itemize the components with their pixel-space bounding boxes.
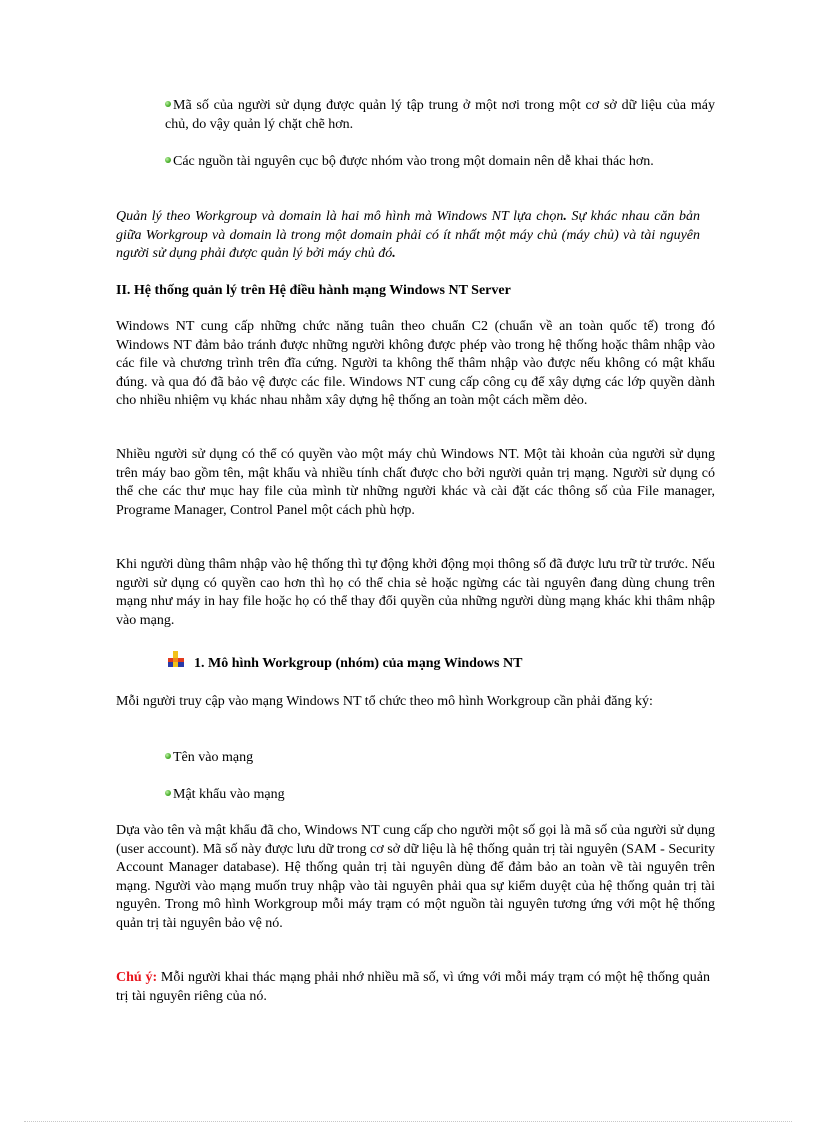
body-paragraph: Windows NT cung cấp những chức năng tuân theo chuẩn C2 (chuẩn về an toàn quốc tế) trong đó Windows NT đảm bảo tránh được những người không được phép vào trong hệ thống hoặc thâm nhập vào các file và chương trình trên đĩa cứng. Người ta không thể thâm nhập vào được nếu không có mật khẩu đúng. và qua đó đã bảo vệ được các file. Windows NT cung cấp công cụ để xây dựng các lớp quyền dành cho nhiều nhiệm vụ khác nhau nhằm xây dựng hệ thống an toàn một cách mềm dẻo. (116, 319, 715, 409)
note-label: Chú ý: (116, 970, 158, 985)
italic-summary-paragraph (116, 208, 700, 264)
page-bottom-divider (24, 1121, 792, 1122)
bullet-item (165, 153, 715, 172)
body-paragraph: Khi người dùng thâm nhập vào hệ thống thì tự động khởi động mọi thông số đã được lưu trữ từ trước. Nếu người sử dụng có quyền cao hơn thì họ có thể chia sẻ hoặc ngừng các tài nguyên đang dùng chung trên mạng như máy in hay file hoặc họ có thể thay đổi quyền của những người dùng mạng khác khi thâm nhập vào mạng. (116, 557, 715, 628)
bullet-text: Các nguồn tài nguyên cục bộ được nhóm vào trong một domain nên dễ khai thác hơn. (173, 154, 654, 169)
italic-summary-part1: Quản lý theo Workgroup và domain là hai mô hình mà Windows NT lựa chọn (116, 209, 564, 224)
body-paragraph: Nhiều người sử dụng có thể có quyền vào một máy chủ Windows NT. Một tài khoản của người sử dụng trên máy bao gồm tên, mật khẩu và nhiều tính chất được cho bởi người quản trị mạng. Người sử dụng có thể che các thư mục hay file của mình từ những người khác và cài đặt các thông số của File manager, Programe Manager, Control Panel một cách phù hợp. (116, 447, 715, 518)
bullet-text: Tên vào mạng (173, 750, 254, 765)
cross-shape-section-icon (166, 650, 186, 670)
italic-summary-end: . (392, 246, 396, 262)
green-ball-bullet-icon (165, 101, 171, 107)
italic-summary-sep: . (563, 209, 572, 224)
bullet-text: Mật khẩu vào mạng (173, 787, 285, 802)
italic-summary-part2: Sự khác nhau căn bản giữa Workgroup và domain là trong một domain phải có ít nhất một máy chủ (máy chủ) và tài nguyên người sử dụng phải được quản lý bởi máy chủ đó (116, 209, 700, 262)
body-paragraph: Mỗi người truy cập vào mạng Windows NT tổ chức theo mô hình Workgroup cần phải đăng ký: (116, 694, 653, 709)
green-ball-bullet-icon (165, 790, 171, 796)
note-text: Mỗi người khai thác mạng phải nhớ nhiều mã số, vì ứng với mỗi máy trạm có một hệ thống quản trị tài nguyên riêng của nó. (116, 970, 710, 1004)
bullet-text: Mã số của người sử dụng được quản lý tập trung ở một nơi trong một cơ sở dữ liệu của máy chủ, do vậy quản lý chặt chẽ hơn. (165, 98, 715, 132)
green-ball-bullet-icon (165, 157, 171, 163)
body-paragraph: Dựa vào tên và mật khẩu đã cho, Windows NT cung cấp cho người một số gọi là mã số của người sử dụng (user account). Mã số này được lưu dữ trong cơ sở dữ liệu là hệ thống quản trị tài nguyên (SAM - Security Account Manager database). Hệ thống quản trị tài nguyên dùng để đảm bảo an toàn về tài nguyên trên mạng. Người vào mạng muốn truy nhập vào tài nguyên phải qua sự kiểm duyệt của hệ thống quản trị tài nguyên. Trong mô hình Workgroup mỗi máy trạm có một nguồn tài nguyên tương ứng với một hệ thống quản trị tài nguyên bảo vệ nó. (116, 823, 715, 931)
bullet-item (165, 749, 715, 768)
bullet-item (165, 97, 715, 134)
subsection-heading: 1. Mô hình Workgroup (nhóm) của mạng Windows NT (194, 656, 523, 671)
section-heading: II. Hệ thống quản lý trên Hệ điều hành mạng Windows NT Server (116, 283, 511, 298)
bullet-item (165, 786, 715, 805)
note-paragraph (116, 969, 710, 1006)
green-ball-bullet-icon (165, 753, 171, 759)
